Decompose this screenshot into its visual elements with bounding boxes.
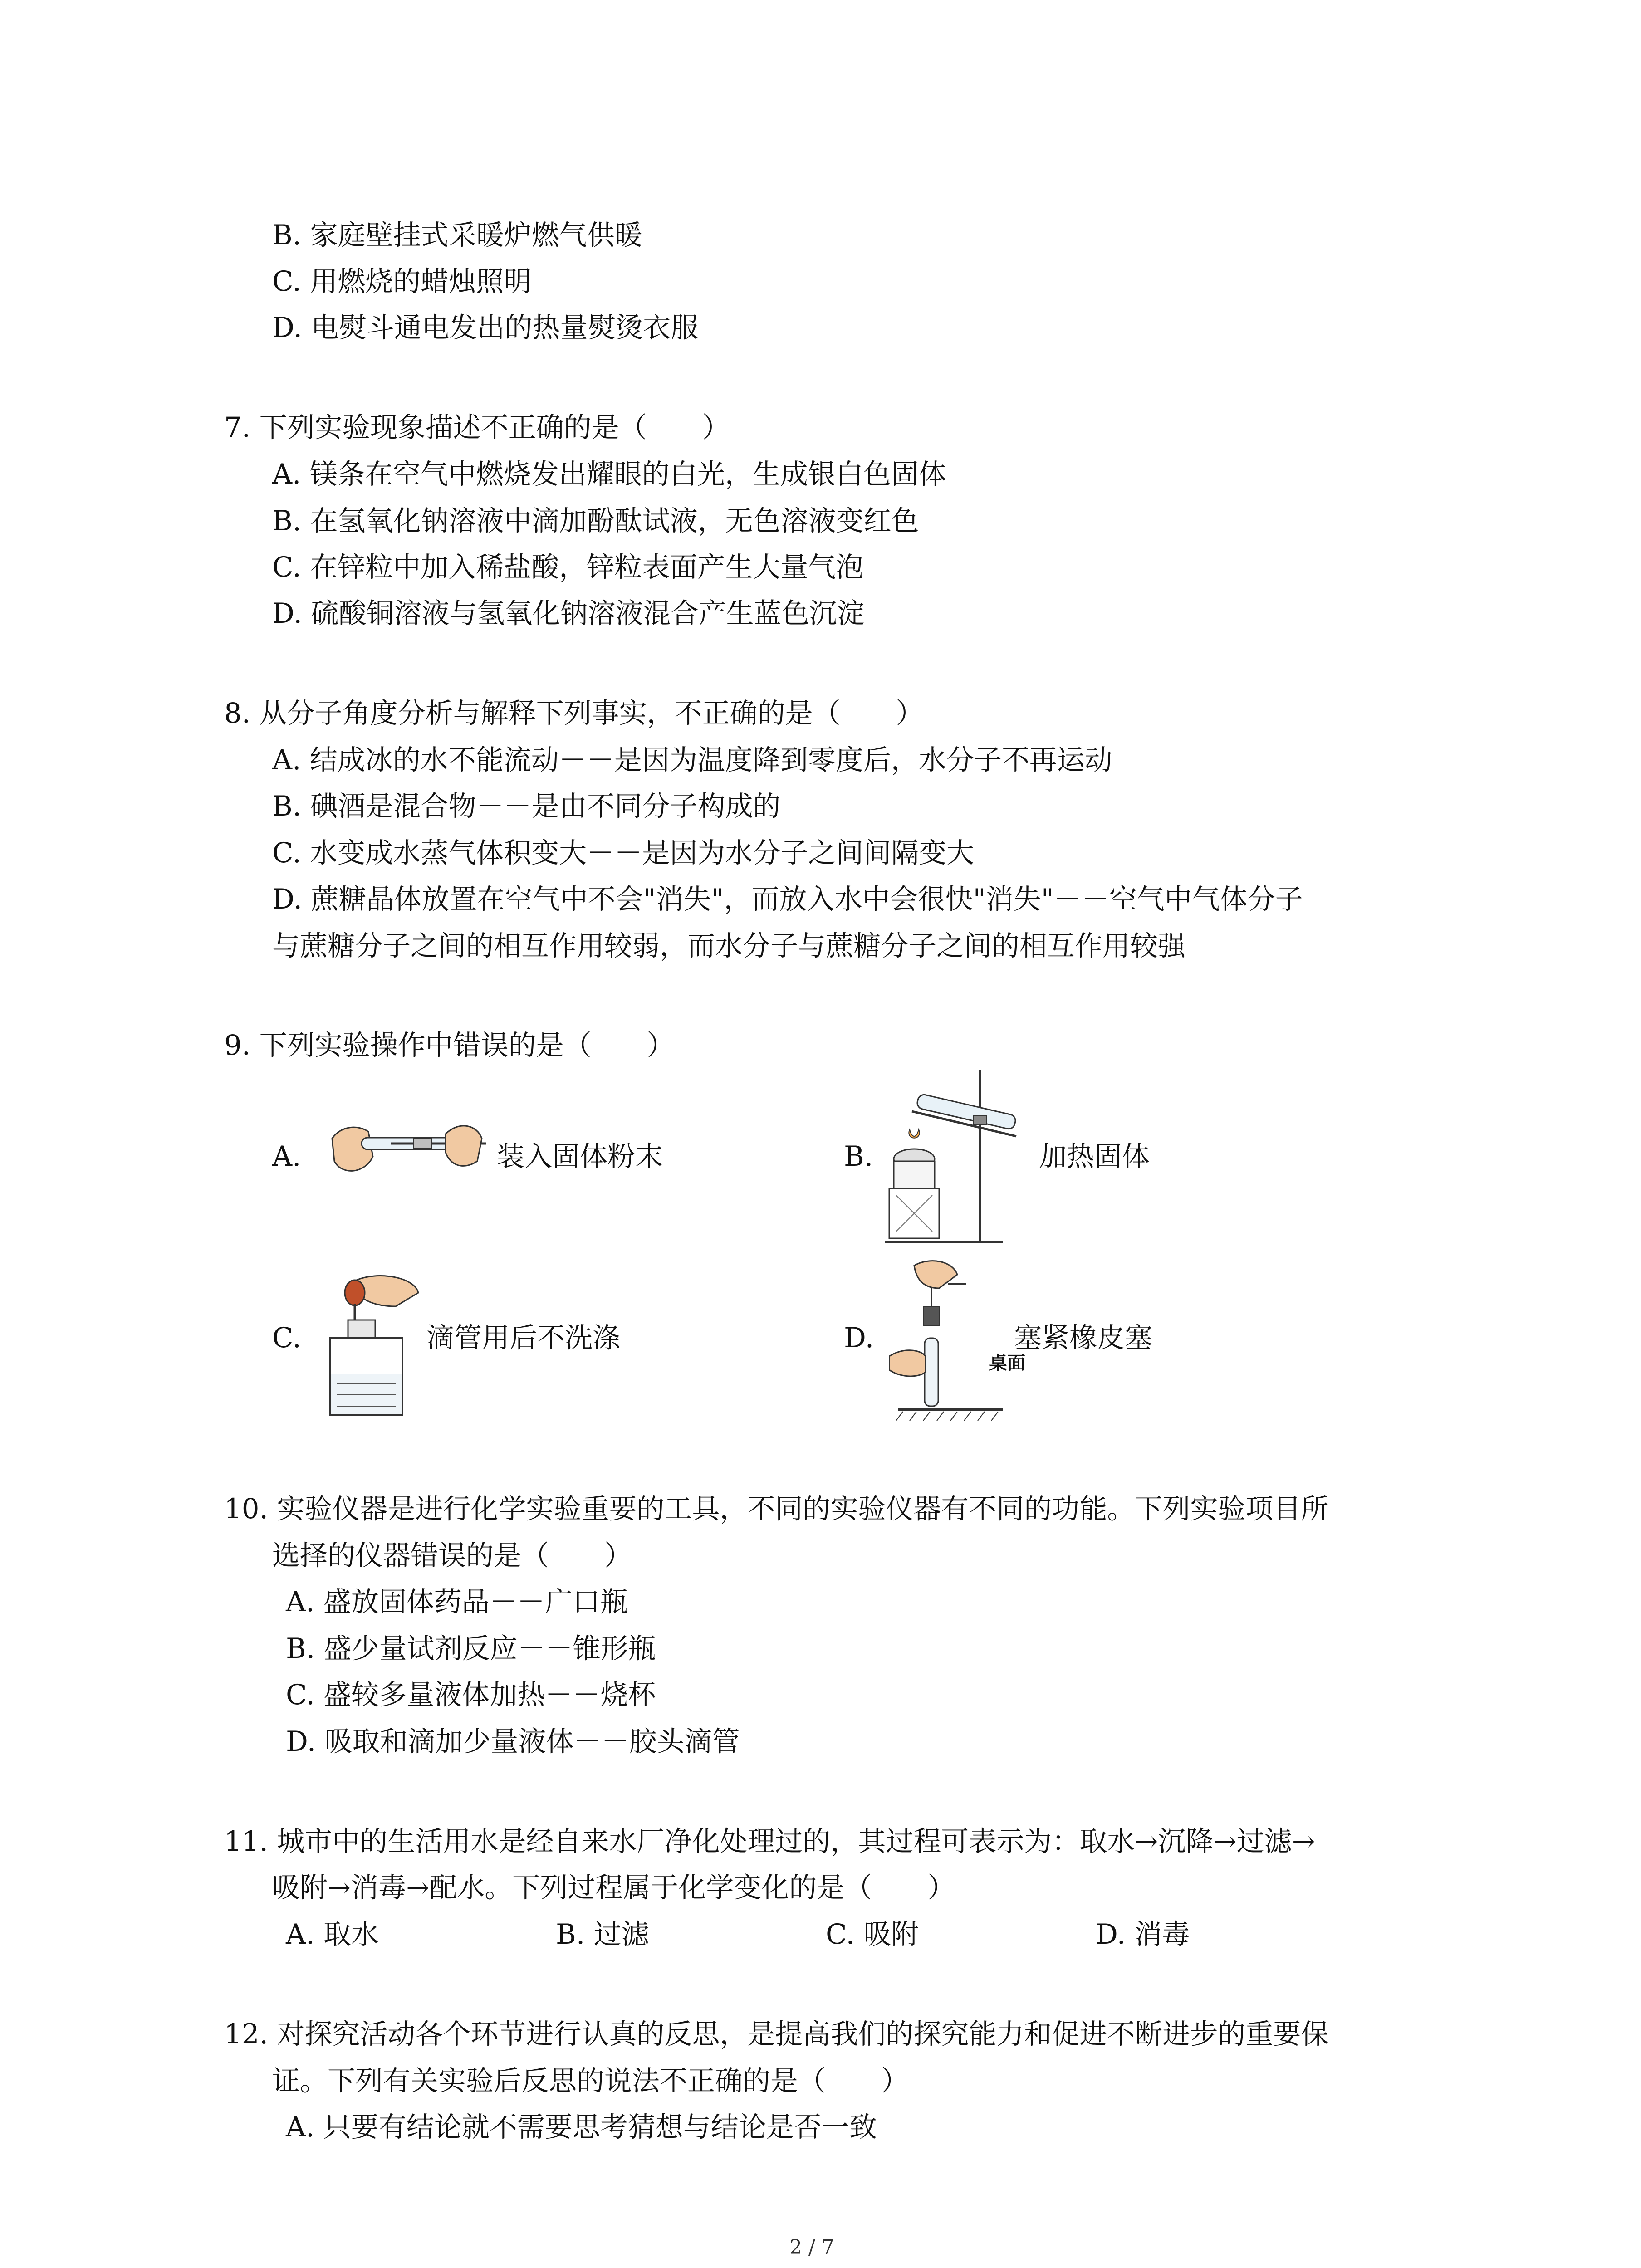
table-surface-label: 桌面 — [989, 1353, 1025, 1374]
dropper-bottle-figure — [323, 1266, 423, 1420]
q7-option-b: B. 在氢氧化钠溶液中滴加酚酞试液，无色溶液变红色 — [272, 505, 919, 537]
q7-option-a: A. 镁条在空气中燃烧发出耀眼的白光，生成银白色固体 — [272, 458, 946, 490]
q11-option-b: B. 过滤 — [556, 1918, 649, 1950]
q10-option-a: A. 盛放固体药品－－广口瓶 — [286, 1586, 628, 1618]
q11-option-a: A. 取水 — [286, 1918, 379, 1950]
q9-option-b-label: B. — [844, 1140, 873, 1173]
q7-option-c: C. 在锌粒中加入稀盐酸，锌粒表面产生大量气泡 — [272, 551, 864, 583]
q10-option-d: D. 吸取和滴加少量液体－－胶头滴管 — [286, 1725, 740, 1758]
q11-option-d: D. 消毒 — [1096, 1918, 1190, 1950]
page-number: 2 / 7 — [789, 2236, 834, 2259]
q8-stem: 8. 从分子角度分析与解释下列事实，不正确的是（ ） — [224, 697, 924, 729]
stopper-on-table-figure — [889, 1256, 1007, 1429]
q11-stem-line2: 吸附→消毒→配水。下列过程属于化学变化的是（ ） — [272, 1872, 955, 1904]
q10-option-c: C. 盛较多量液体加热－－烧杯 — [286, 1679, 656, 1711]
q9-option-a-text: 装入固体粉末 — [497, 1140, 663, 1173]
q9-stem: 9. 下列实验操作中错误的是（ ） — [224, 1029, 675, 1061]
q9-option-d-text: 塞紧橡皮塞 — [1014, 1322, 1153, 1354]
q9-option-b-text: 加热固体 — [1039, 1140, 1150, 1173]
q8-option-b: B. 碘酒是混合物－－是由不同分子构成的 — [272, 790, 781, 822]
q8-option-a: A. 结成冰的水不能流动－－是因为温度降到零度后，水分子不再运动 — [272, 744, 1112, 776]
q9-option-a-label: A. — [272, 1140, 301, 1173]
q12-option-a: A. 只要有结论就不需要思考猜想与结论是否一致 — [286, 2111, 877, 2143]
heating-solid-apparatus-figure — [885, 1061, 1030, 1252]
q7-stem: 7. 下列实验现象描述不正确的是（ ） — [224, 411, 730, 444]
q12-stem-line2: 证。下列有关实验后反思的说法不正确的是（ ） — [272, 2065, 909, 2097]
q10-stem-line2: 选择的仪器错误的是（ ） — [272, 1540, 632, 1572]
q8-option-d-line1: D. 蔗糖晶体放置在空气中不会"消失"，而放入水中会很快"消失"－－空气中气体分子 — [272, 883, 1303, 915]
q9-option-c-label: C. — [272, 1322, 301, 1354]
q6-option-d: D. 电熨斗通电发出的热量熨烫衣服 — [272, 312, 699, 344]
q9-option-d-label: D. — [844, 1322, 874, 1354]
q11-option-c: C. 吸附 — [826, 1918, 919, 1950]
test-tube-powder-figure — [323, 1089, 495, 1198]
q12-stem-line1: 12. 对探究活动各个环节进行认真的反思，是提高我们的探究能力和促进不断进步的重要保 — [224, 2018, 1329, 2050]
q10-option-b: B. 盛少量试剂反应－－锥形瓶 — [286, 1633, 656, 1665]
q9-option-c-text: 滴管用后不洗涤 — [426, 1322, 621, 1354]
q6-option-c: C. 用燃烧的蜡烛照明 — [272, 265, 532, 298]
q11-stem-line1: 11. 城市中的生活用水是经自来水厂净化处理过的，其过程可表示为：取水→沉降→过滤→ — [224, 1825, 1315, 1857]
q7-option-d: D. 硫酸铜溶液与氢氧化钠溶液混合产生蓝色沉淀 — [272, 597, 865, 630]
q10-stem-line1: 10. 实验仪器是进行化学实验重要的工具，不同的实验仪器有不同的功能。下列实验项目所 — [224, 1493, 1329, 1525]
q6-option-b: B. 家庭壁挂式采暖炉燃气供暖 — [272, 219, 642, 251]
q8-option-c: C. 水变成水蒸气体积变大－－是因为水分子之间间隔变大 — [272, 837, 975, 869]
q8-option-d-line2: 与蔗糖分子之间的相互作用较弱，而水分子与蔗糖分子之间的相互作用较强 — [272, 930, 1186, 962]
